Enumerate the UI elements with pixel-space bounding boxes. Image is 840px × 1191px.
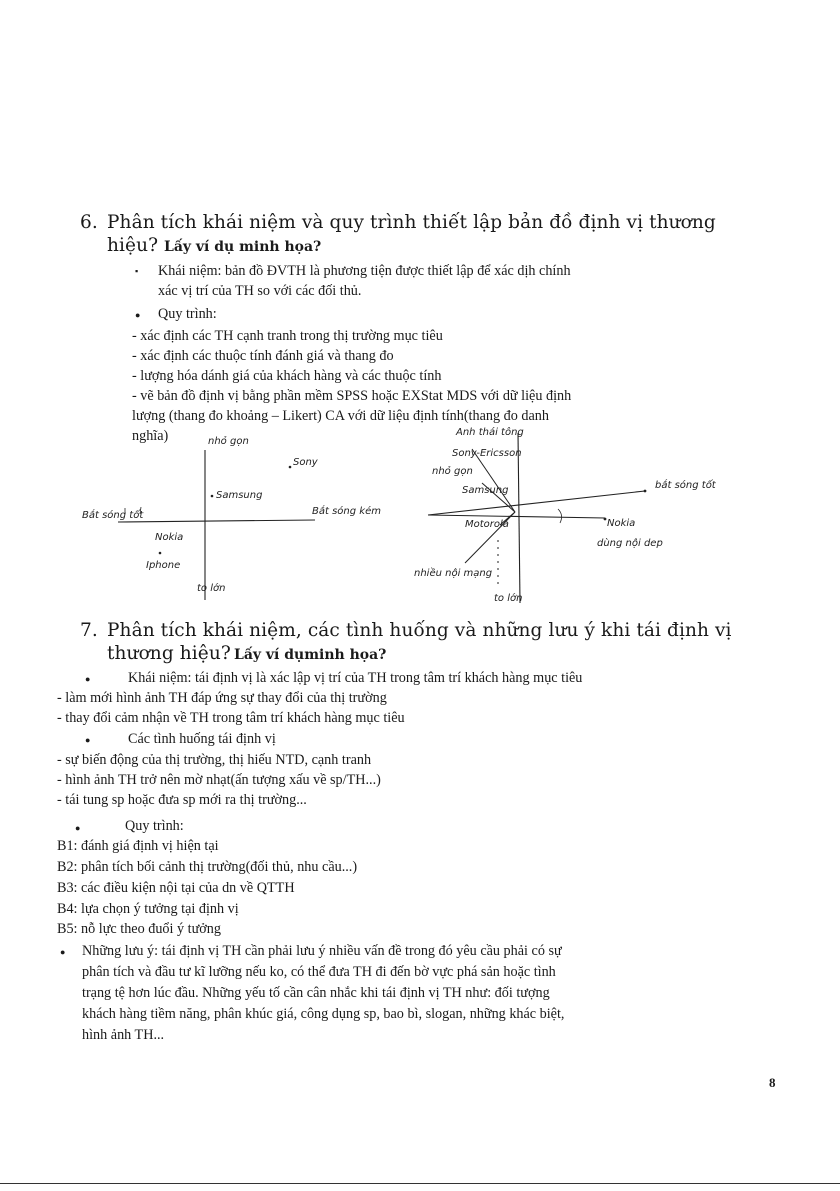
- brand-point: [289, 466, 292, 469]
- map-left-horizontal-axis: [118, 520, 315, 522]
- section-7-process-step: B4: lựa chọn ý tưởng tại định vị: [57, 901, 239, 917]
- map-left-bottom-label: to lớn: [197, 583, 226, 594]
- section-6-concept-line2: xác vị trí của TH so với các đối thủ.: [158, 283, 362, 299]
- section-7-title-line2: thương hiệu?: [107, 643, 231, 664]
- section-6-step: nghĩa): [132, 428, 169, 444]
- map-right-axis: [428, 515, 605, 518]
- map-left-brand: Iphone: [146, 560, 181, 571]
- bullet-icon: ●: [85, 674, 91, 684]
- map-right-brand: nhỏ gọn: [432, 466, 473, 477]
- section-7-process-step: B3: các điều kiện nội tại của dn về QTTH: [57, 880, 295, 896]
- section-7-concept-item: - thay đổi cảm nhận về TH trong tâm trí khách hàng mục tiêu: [57, 710, 405, 726]
- page-number: 8: [769, 1075, 776, 1090]
- section-7-note: khách hàng tiềm năng, phân khúc giá, công dụng sp, bao bì, slogan, những khác biệt,: [82, 1006, 565, 1022]
- section-7-case: - sự biến động của thị trường, thị hiếu NTD, cạnh tranh: [57, 752, 372, 768]
- section-6-step: - xác định các TH cạnh tranh trong thị trường mục tiêu: [132, 328, 443, 344]
- bullet-icon: ▪: [135, 266, 139, 276]
- section-6-step: - vẽ bản đồ định vị bằng phần mềm SPSS hoặc EXStat MDS với dữ liệu định: [132, 388, 572, 404]
- map-right-lower-right-label: dùng nội dep: [597, 538, 663, 549]
- bullet-icon: ●: [75, 823, 81, 833]
- brand-point: [159, 552, 162, 555]
- section-7-example: Lấy ví dụminh họa?: [234, 647, 387, 663]
- map-right-brand: Samsung: [462, 485, 509, 496]
- section-6-number: 6.: [80, 212, 98, 233]
- bullet-icon: ●: [60, 947, 66, 957]
- map-left-brand: Samsung: [216, 490, 263, 501]
- section-6-step: - lượng hóa dánh giá của khách hàng và các thuộc tính: [132, 368, 442, 384]
- map-right-lower-left-label: nhiều nội mạng: [414, 568, 493, 579]
- section-7-process-step: B1: đánh giá định vị hiện tại: [57, 838, 219, 854]
- section-6-concept-line1: Khái niệm: bản đồ ĐVTH là phương tiện được thiết lập để xác dịh chính: [158, 263, 571, 279]
- map-right-brand: Nokia: [607, 518, 636, 529]
- section-7-case: - tái tung sp hoặc đưa sp mới ra thị trường...: [57, 792, 307, 808]
- map-left-right-label: Bắt sóng kém: [312, 506, 381, 517]
- bullet-icon: ●: [85, 735, 91, 745]
- map-left-brand: Nokia: [155, 532, 184, 543]
- section-7-process-step: B2: phân tích bối cảnh thị trường(đối thủ, nhu cầu...): [57, 859, 358, 875]
- section-7-note: phân tích và đầu tư kĩ lưỡng nếu ko, có thể đưa TH đi đến bờ vực phá sản hoặc tình: [82, 964, 556, 980]
- section-6-step: - xác định các thuộc tính đánh giá và thang đo: [132, 348, 394, 364]
- page-bottom-rule: [0, 1183, 840, 1184]
- map-right-right-label: bắt sóng tốt: [655, 480, 716, 491]
- section-6-process-label: Quy trình:: [158, 306, 217, 322]
- section-7-concept-item: - làm mới hình ảnh TH đáp ứng sự thay đổi của thị trường: [57, 690, 387, 706]
- map-right-brand: Sony-Ericsson: [452, 448, 522, 459]
- section-7-process-step: B5: nỗ lực theo đuổi ý tưởng: [57, 921, 221, 937]
- section-7-number: 7.: [80, 620, 98, 641]
- section-7-case: - hình ảnh TH trở nên mờ nhạt(ấn tượng xấu về sp/TH...): [57, 772, 381, 788]
- map-left-left-label: Bắt sóng tốt: [82, 510, 144, 521]
- map-left-brand: Sony: [293, 457, 318, 468]
- section-6-title-line2: hiệu?: [107, 235, 159, 256]
- section-7-concept: Khái niệm: tái định vị là xác lập vị trí của TH trong tâm trí khách hàng mục tiêu: [128, 670, 583, 686]
- positioning-map-left: [80, 440, 380, 610]
- section-7-cases-label: Các tình huống tái định vị: [128, 731, 276, 747]
- section-7-note: trạng tệ hơn lúc đầu. Những yếu tố cần cân nhắc khi tái định vị TH như: đối tượng: [82, 985, 550, 1001]
- section-7-title-line1: Phân tích khái niệm, các tình huống và những lưu ý khi tái định vị: [107, 620, 732, 641]
- section-6-step: lượng (thang đo khoảng – Likert) CA với dữ liệu định tính(thang đo danh: [132, 408, 549, 424]
- map-right-top-label: Anh thái tông: [456, 427, 524, 438]
- brand-point: [211, 495, 214, 498]
- section-7-note: Những lưu ý: tái định vị TH cần phải lưu ý nhiều vấn đề trong đó yêu cầu phải có sự: [82, 943, 562, 959]
- map-right-bottom-label: to lớn: [494, 593, 523, 604]
- section-6-example: Lấy ví dụ minh họa?: [164, 239, 322, 255]
- map-right-brand: Motorola: [465, 519, 509, 530]
- section-7-note: hình ảnh TH...: [82, 1027, 165, 1043]
- section-7-process-label: Quy trình:: [125, 818, 184, 834]
- map-left-top-label: nhỏ gọn: [208, 436, 249, 447]
- bullet-icon: ●: [135, 310, 141, 320]
- section-6-title-line1: Phân tích khái niệm và quy trình thiết lập bản đồ định vị thương: [107, 212, 716, 233]
- map-right-axis: [428, 491, 645, 515]
